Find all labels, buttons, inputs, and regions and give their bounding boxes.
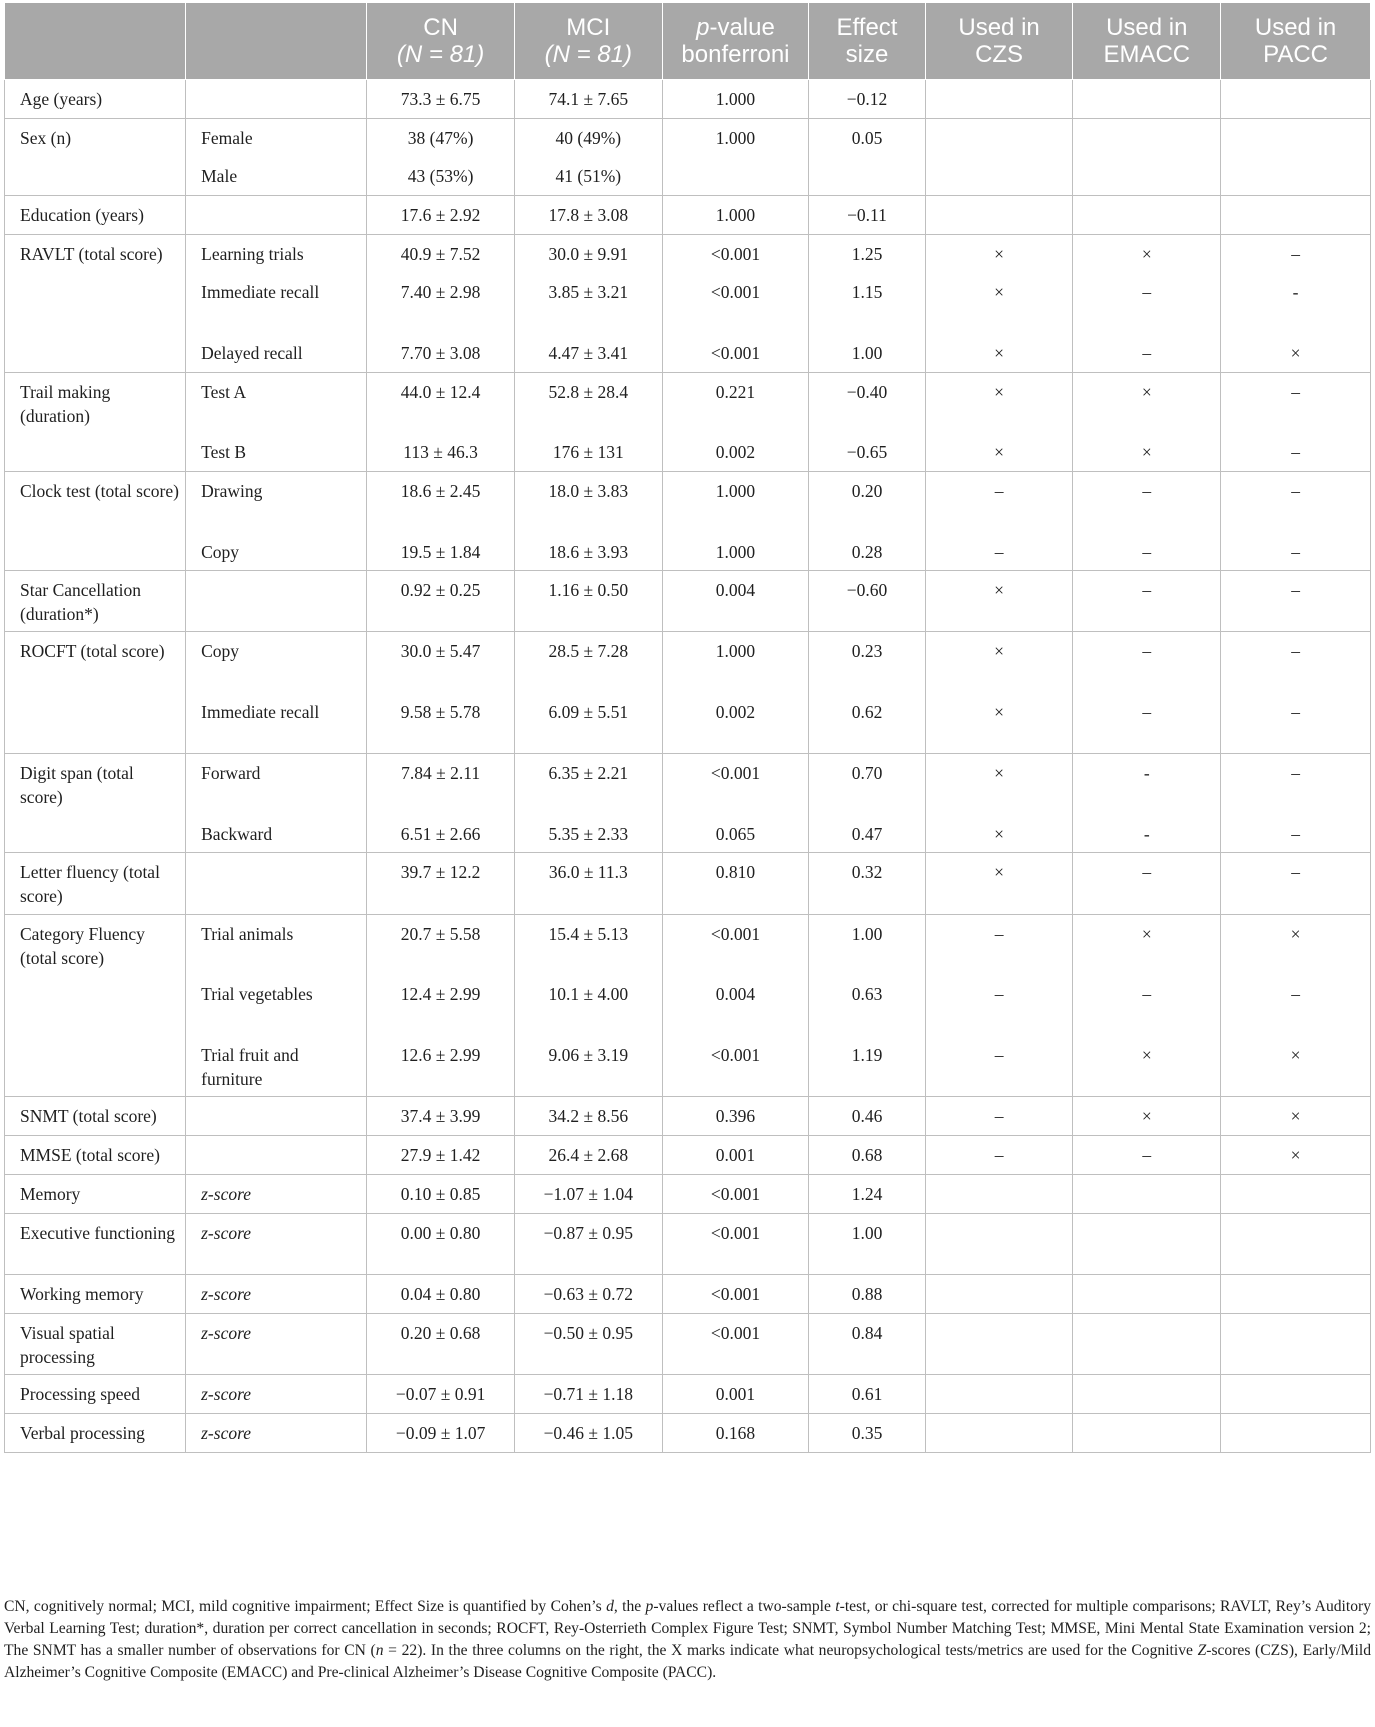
cn-value: 0.04 ± 0.80 (367, 1275, 515, 1314)
emacc-mark: – (1073, 1136, 1221, 1175)
czs-mark (925, 1314, 1073, 1375)
cn-value: 12.4 ± 2.99 (367, 975, 515, 1036)
table-row (5, 693, 1371, 754)
cn-value: 37.4 ± 3.99 (367, 1097, 515, 1136)
cn-value: 20.7 ± 5.58 (367, 915, 515, 975)
row-sublabel: Backward (186, 815, 367, 853)
mci-value: 17.8 ± 3.08 (514, 196, 662, 235)
cn-value: 73.3 ± 6.75 (367, 80, 515, 119)
table-row (5, 1036, 1371, 1097)
cn-value: 0.92 ± 0.25 (367, 571, 515, 632)
pacc-mark (1221, 157, 1371, 196)
row-sublabel: Forward (186, 754, 367, 815)
effect-size-value: 1.19 (809, 1036, 925, 1097)
pacc-mark: × (1221, 1036, 1371, 1097)
emacc-mark: – (1073, 472, 1221, 533)
row-sublabel: z-score (186, 1275, 367, 1314)
row-label: SNMT (total score) (5, 1097, 186, 1136)
czs-mark (925, 1214, 1073, 1275)
table-row (5, 119, 1371, 157)
mci-value: 18.0 ± 3.83 (514, 472, 662, 533)
mci-value: 52.8 ± 28.4 (514, 373, 662, 433)
row-label: Verbal processing (5, 1414, 186, 1453)
pacc-mark: – (1221, 373, 1371, 433)
emacc-mark: × (1073, 433, 1221, 472)
cn-value: 0.10 ± 0.85 (367, 1175, 515, 1214)
mci-value: −0.46 ± 1.05 (514, 1414, 662, 1453)
pacc-mark: – (1221, 235, 1371, 273)
row-label: Sex (n) (5, 119, 186, 196)
effect-size-value: 0.32 (809, 853, 925, 915)
row-sublabel (186, 853, 367, 915)
table-row (5, 373, 1371, 433)
table-row (5, 754, 1371, 815)
pacc-mark: – (1221, 754, 1371, 815)
mci-value: 3.85 ± 3.21 (514, 273, 662, 334)
emacc-mark (1073, 119, 1221, 157)
p-value: 0.065 (662, 815, 809, 853)
mci-value: 5.35 ± 2.33 (514, 815, 662, 853)
row-sublabel: Drawing (186, 472, 367, 533)
mci-value: 40 (49%) (514, 119, 662, 157)
czs-mark: – (925, 975, 1073, 1036)
row-sublabel: Delayed recall (186, 334, 367, 373)
effect-size-value: 0.20 (809, 472, 925, 533)
emacc-mark (1073, 196, 1221, 235)
p-value: 1.000 (662, 632, 809, 693)
mci-value: 74.1 ± 7.65 (514, 80, 662, 119)
mci-value: 41 (51%) (514, 157, 662, 196)
cn-value: 7.70 ± 3.08 (367, 334, 515, 373)
cn-value: 113 ± 46.3 (367, 433, 515, 472)
pacc-mark: – (1221, 975, 1371, 1036)
cn-value: 39.7 ± 12.2 (367, 853, 515, 915)
row-label: Age (years) (5, 80, 186, 119)
effect-size-value: 0.84 (809, 1314, 925, 1375)
header-row (5, 3, 1371, 80)
cn-value: 44.0 ± 12.4 (367, 373, 515, 433)
mci-value: 15.4 ± 5.13 (514, 915, 662, 975)
pacc-mark: × (1221, 1136, 1371, 1175)
emacc-mark: – (1073, 632, 1221, 693)
effect-size-value: 0.23 (809, 632, 925, 693)
row-sublabel (186, 1136, 367, 1175)
effect-size-value: −0.11 (809, 196, 925, 235)
row-sublabel: Immediate recall (186, 693, 367, 754)
cn-value: 17.6 ± 2.92 (367, 196, 515, 235)
mci-value: −1.07 ± 1.04 (514, 1175, 662, 1214)
row-sublabel (186, 1097, 367, 1136)
row-sublabel: Male (186, 157, 367, 196)
p-value: <0.001 (662, 1314, 809, 1375)
effect-size-value: −0.40 (809, 373, 925, 433)
p-value: 0.004 (662, 571, 809, 632)
table-row (5, 196, 1371, 235)
pacc-mark (1221, 119, 1371, 157)
cn-value: 30.0 ± 5.47 (367, 632, 515, 693)
table-row (5, 1314, 1371, 1375)
emacc-mark: × (1073, 915, 1221, 975)
pacc-mark: – (1221, 472, 1371, 533)
emacc-mark: – (1073, 975, 1221, 1036)
pacc-mark (1221, 1175, 1371, 1214)
mci-value: 9.06 ± 3.19 (514, 1036, 662, 1097)
row-label: Executive functioning (5, 1214, 186, 1275)
cn-value: 7.84 ± 2.11 (367, 754, 515, 815)
row-sublabel: z-score (186, 1414, 367, 1453)
row-label: Working memory (5, 1275, 186, 1314)
p-value: <0.001 (662, 273, 809, 334)
pacc-mark: – (1221, 853, 1371, 915)
header-emacc: Used in EMACC (1073, 3, 1221, 80)
table-row (5, 1097, 1371, 1136)
effect-size-value: −0.12 (809, 80, 925, 119)
p-value: 1.000 (662, 196, 809, 235)
p-value: <0.001 (662, 1175, 809, 1214)
effect-size-value: 0.61 (809, 1375, 925, 1414)
table-row (5, 571, 1371, 632)
row-sublabel: z-score (186, 1175, 367, 1214)
czs-mark: × (925, 693, 1073, 754)
pacc-mark: × (1221, 334, 1371, 373)
row-label: Digit span (total score) (5, 754, 186, 853)
p-value: 0.221 (662, 373, 809, 433)
effect-size-value: 0.70 (809, 754, 925, 815)
table-row (5, 632, 1371, 693)
effect-size-value: 0.05 (809, 119, 925, 157)
row-sublabel: z-score (186, 1314, 367, 1375)
table-body (5, 80, 1371, 1453)
p-value: 0.002 (662, 693, 809, 754)
header-mci: MCI (N = 81) (514, 3, 662, 80)
p-value (662, 157, 809, 196)
cn-value: −0.09 ± 1.07 (367, 1414, 515, 1453)
cn-value: 40.9 ± 7.52 (367, 235, 515, 273)
mci-value: 34.2 ± 8.56 (514, 1097, 662, 1136)
p-value: 0.002 (662, 433, 809, 472)
czs-mark (925, 1275, 1073, 1314)
pacc-mark: – (1221, 693, 1371, 754)
p-value: <0.001 (662, 1036, 809, 1097)
row-sublabel: Trial animals (186, 915, 367, 975)
table-row (5, 235, 1371, 273)
p-value: 0.396 (662, 1097, 809, 1136)
row-label: Processing speed (5, 1375, 186, 1414)
row-sublabel: Trial fruit and furniture (186, 1036, 367, 1097)
row-label: Category Fluency (total score) (5, 915, 186, 1097)
p-value: <0.001 (662, 1214, 809, 1275)
czs-mark (925, 1375, 1073, 1414)
row-label: ROCFT (total score) (5, 632, 186, 754)
czs-mark: × (925, 433, 1073, 472)
mci-value: −0.50 ± 0.95 (514, 1314, 662, 1375)
row-sublabel: Test B (186, 433, 367, 472)
row-sublabel: Learning trials (186, 235, 367, 273)
emacc-mark (1073, 1214, 1221, 1275)
czs-mark: – (925, 1136, 1073, 1175)
table-row (5, 1136, 1371, 1175)
czs-mark: × (925, 754, 1073, 815)
pacc-mark (1221, 1314, 1371, 1375)
czs-mark (925, 119, 1073, 157)
row-sublabel: Immediate recall (186, 273, 367, 334)
czs-mark: × (925, 235, 1073, 273)
czs-mark (925, 80, 1073, 119)
czs-mark: – (925, 472, 1073, 533)
effect-size-value: 1.00 (809, 915, 925, 975)
p-value: 1.000 (662, 472, 809, 533)
effect-size-value: 1.24 (809, 1175, 925, 1214)
table-row (5, 157, 1371, 196)
mci-value: 1.16 ± 0.50 (514, 571, 662, 632)
mci-value: 30.0 ± 9.91 (514, 235, 662, 273)
row-label: Trail making (duration) (5, 373, 186, 472)
table-row (5, 273, 1371, 334)
mci-value: 6.35 ± 2.21 (514, 754, 662, 815)
row-sublabel (186, 571, 367, 632)
cn-value: 6.51 ± 2.66 (367, 815, 515, 853)
mci-value: −0.71 ± 1.18 (514, 1375, 662, 1414)
emacc-mark (1073, 157, 1221, 196)
p-value: <0.001 (662, 235, 809, 273)
p-value: <0.001 (662, 334, 809, 373)
row-label: Memory (5, 1175, 186, 1214)
pacc-mark (1221, 1414, 1371, 1453)
table-row (5, 1175, 1371, 1214)
table-row (5, 433, 1371, 472)
effect-size-value: 0.35 (809, 1414, 925, 1453)
table-row (5, 533, 1371, 571)
cn-value: 27.9 ± 1.42 (367, 1136, 515, 1175)
p-value: 0.168 (662, 1414, 809, 1453)
table-footnote: CN, cognitively normal; MCI, mild cognitive impairment; Effect Size is quantified by Cohen’s d, the p-values reflect a two-sample t-test, or chi-square test, corrected for multiple comparisons; RAVLT, Rey’s Auditory Verbal Learning Test; duration*, duration per correct cancellation in seconds; ROCFT, Rey-Osterrieth Complex Figure Test; SNMT, Symbol Number Matching Test; MMSE, Mini Mental State Examination version 2; The SNMT has a smaller number of observations for CN (n = 22). In the three columns on the right, the X marks indicate what neuropsychological tests/metrics are used for the Cognitive Z-scores (CZS), Early/Mild Alzheimer’s Cognitive Composite (EMACC) and Pre-clinical Alzheimer’s Disease Cognitive Composite (PACC). (4, 1598, 1371, 1681)
effect-size-value: 0.63 (809, 975, 925, 1036)
mci-value: −0.87 ± 0.95 (514, 1214, 662, 1275)
p-value: <0.001 (662, 915, 809, 975)
mci-value: 28.5 ± 7.28 (514, 632, 662, 693)
effect-size-value: 0.47 (809, 815, 925, 853)
mci-value: −0.63 ± 0.72 (514, 1275, 662, 1314)
pacc-mark: – (1221, 815, 1371, 853)
emacc-mark (1073, 1414, 1221, 1453)
emacc-mark (1073, 1314, 1221, 1375)
emacc-mark: - (1073, 815, 1221, 853)
emacc-mark: – (1073, 533, 1221, 571)
p-value: <0.001 (662, 754, 809, 815)
emacc-mark: – (1073, 334, 1221, 373)
czs-mark: × (925, 273, 1073, 334)
mci-value: 18.6 ± 3.93 (514, 533, 662, 571)
table-row (5, 80, 1371, 119)
header-effect-size: Effect size (809, 3, 925, 80)
czs-mark: × (925, 373, 1073, 433)
header-label (5, 3, 186, 80)
header-cn: CN (N = 81) (367, 3, 515, 80)
emacc-mark: – (1073, 571, 1221, 632)
pacc-mark: × (1221, 1097, 1371, 1136)
emacc-mark: × (1073, 373, 1221, 433)
cn-value: 38 (47%) (367, 119, 515, 157)
row-sublabel (186, 196, 367, 235)
pacc-mark: – (1221, 533, 1371, 571)
table-row (5, 472, 1371, 533)
emacc-mark: – (1073, 853, 1221, 915)
czs-mark: × (925, 334, 1073, 373)
cn-value: −0.07 ± 0.91 (367, 1375, 515, 1414)
mci-value: 6.09 ± 5.51 (514, 693, 662, 754)
row-label: RAVLT (total score) (5, 235, 186, 373)
table-row (5, 334, 1371, 373)
results-table (4, 2, 1371, 1453)
effect-size-value: 1.00 (809, 1214, 925, 1275)
mci-value: 36.0 ± 11.3 (514, 853, 662, 915)
p-value: <0.001 (662, 1275, 809, 1314)
czs-mark (925, 1414, 1073, 1453)
row-sublabel: Test A (186, 373, 367, 433)
czs-mark: × (925, 815, 1073, 853)
table-row (5, 1214, 1371, 1275)
emacc-mark (1073, 1275, 1221, 1314)
pacc-mark (1221, 80, 1371, 119)
table-row (5, 915, 1371, 975)
row-label: Letter fluency (total score) (5, 853, 186, 915)
table-row (5, 1275, 1371, 1314)
emacc-mark: – (1073, 693, 1221, 754)
effect-size-value: 0.88 (809, 1275, 925, 1314)
czs-mark: – (925, 533, 1073, 571)
row-label: Clock test (total score) (5, 472, 186, 571)
cn-value: 18.6 ± 2.45 (367, 472, 515, 533)
pacc-mark: – (1221, 433, 1371, 472)
table-container (4, 2, 1371, 1453)
pacc-mark: - (1221, 273, 1371, 334)
table-row (5, 1375, 1371, 1414)
cn-value: 12.6 ± 2.99 (367, 1036, 515, 1097)
czs-mark: – (925, 1036, 1073, 1097)
cn-value: 7.40 ± 2.98 (367, 273, 515, 334)
effect-size-value: 0.62 (809, 693, 925, 754)
effect-size-value (809, 157, 925, 196)
pacc-mark: – (1221, 571, 1371, 632)
effect-size-value: 1.25 (809, 235, 925, 273)
emacc-mark (1073, 1375, 1221, 1414)
emacc-mark (1073, 1175, 1221, 1214)
effect-size-value: 0.28 (809, 533, 925, 571)
header-pacc: Used in PACC (1221, 3, 1371, 80)
pacc-mark (1221, 196, 1371, 235)
effect-size-value: −0.65 (809, 433, 925, 472)
table-row (5, 1414, 1371, 1453)
table-row (5, 975, 1371, 1036)
mci-value: 176 ± 131 (514, 433, 662, 472)
table-row (5, 853, 1371, 915)
table-row (5, 815, 1371, 853)
p-value: 0.810 (662, 853, 809, 915)
effect-size-value: 0.68 (809, 1136, 925, 1175)
pacc-mark (1221, 1375, 1371, 1414)
row-sublabel (186, 80, 367, 119)
row-label: Star Cancellation (duration*) (5, 571, 186, 632)
row-sublabel: Female (186, 119, 367, 157)
czs-mark: × (925, 853, 1073, 915)
czs-mark: – (925, 915, 1073, 975)
p-value: 0.004 (662, 975, 809, 1036)
emacc-mark: × (1073, 235, 1221, 273)
effect-size-value: 0.46 (809, 1097, 925, 1136)
pacc-mark: × (1221, 915, 1371, 975)
p-value: 0.001 (662, 1375, 809, 1414)
czs-mark: × (925, 632, 1073, 693)
header-sublabel (186, 3, 367, 80)
row-label: MMSE (total score) (5, 1136, 186, 1175)
cn-value: 0.20 ± 0.68 (367, 1314, 515, 1375)
czs-mark (925, 196, 1073, 235)
emacc-mark: – (1073, 273, 1221, 334)
emacc-mark (1073, 80, 1221, 119)
cn-value: 43 (53%) (367, 157, 515, 196)
p-value: 0.001 (662, 1136, 809, 1175)
row-sublabel: z-score (186, 1375, 367, 1414)
row-label: Visual spatial processing (5, 1314, 186, 1375)
effect-size-value: 1.15 (809, 273, 925, 334)
effect-size-value: 1.00 (809, 334, 925, 373)
header-czs: Used in CZS (925, 3, 1073, 80)
pacc-mark (1221, 1275, 1371, 1314)
p-value: 1.000 (662, 119, 809, 157)
czs-mark: – (925, 1097, 1073, 1136)
effect-size-value: −0.60 (809, 571, 925, 632)
czs-mark (925, 1175, 1073, 1214)
emacc-mark: - (1073, 754, 1221, 815)
pacc-mark: – (1221, 632, 1371, 693)
header-p-value: p-value bonferroni (662, 3, 809, 80)
p-value: 1.000 (662, 533, 809, 571)
p-value: 1.000 (662, 80, 809, 119)
cn-value: 0.00 ± 0.80 (367, 1214, 515, 1275)
czs-mark: × (925, 571, 1073, 632)
row-sublabel: Trial vegetables (186, 975, 367, 1036)
cn-value: 19.5 ± 1.84 (367, 533, 515, 571)
row-sublabel: z-score (186, 1214, 367, 1275)
czs-mark (925, 157, 1073, 196)
mci-value: 10.1 ± 4.00 (514, 975, 662, 1036)
row-sublabel: Copy (186, 632, 367, 693)
cn-value: 9.58 ± 5.78 (367, 693, 515, 754)
pacc-mark (1221, 1214, 1371, 1275)
emacc-mark: × (1073, 1036, 1221, 1097)
row-sublabel: Copy (186, 533, 367, 571)
mci-value: 4.47 ± 3.41 (514, 334, 662, 373)
mci-value: 26.4 ± 2.68 (514, 1136, 662, 1175)
row-label: Education (years) (5, 196, 186, 235)
emacc-mark: × (1073, 1097, 1221, 1136)
